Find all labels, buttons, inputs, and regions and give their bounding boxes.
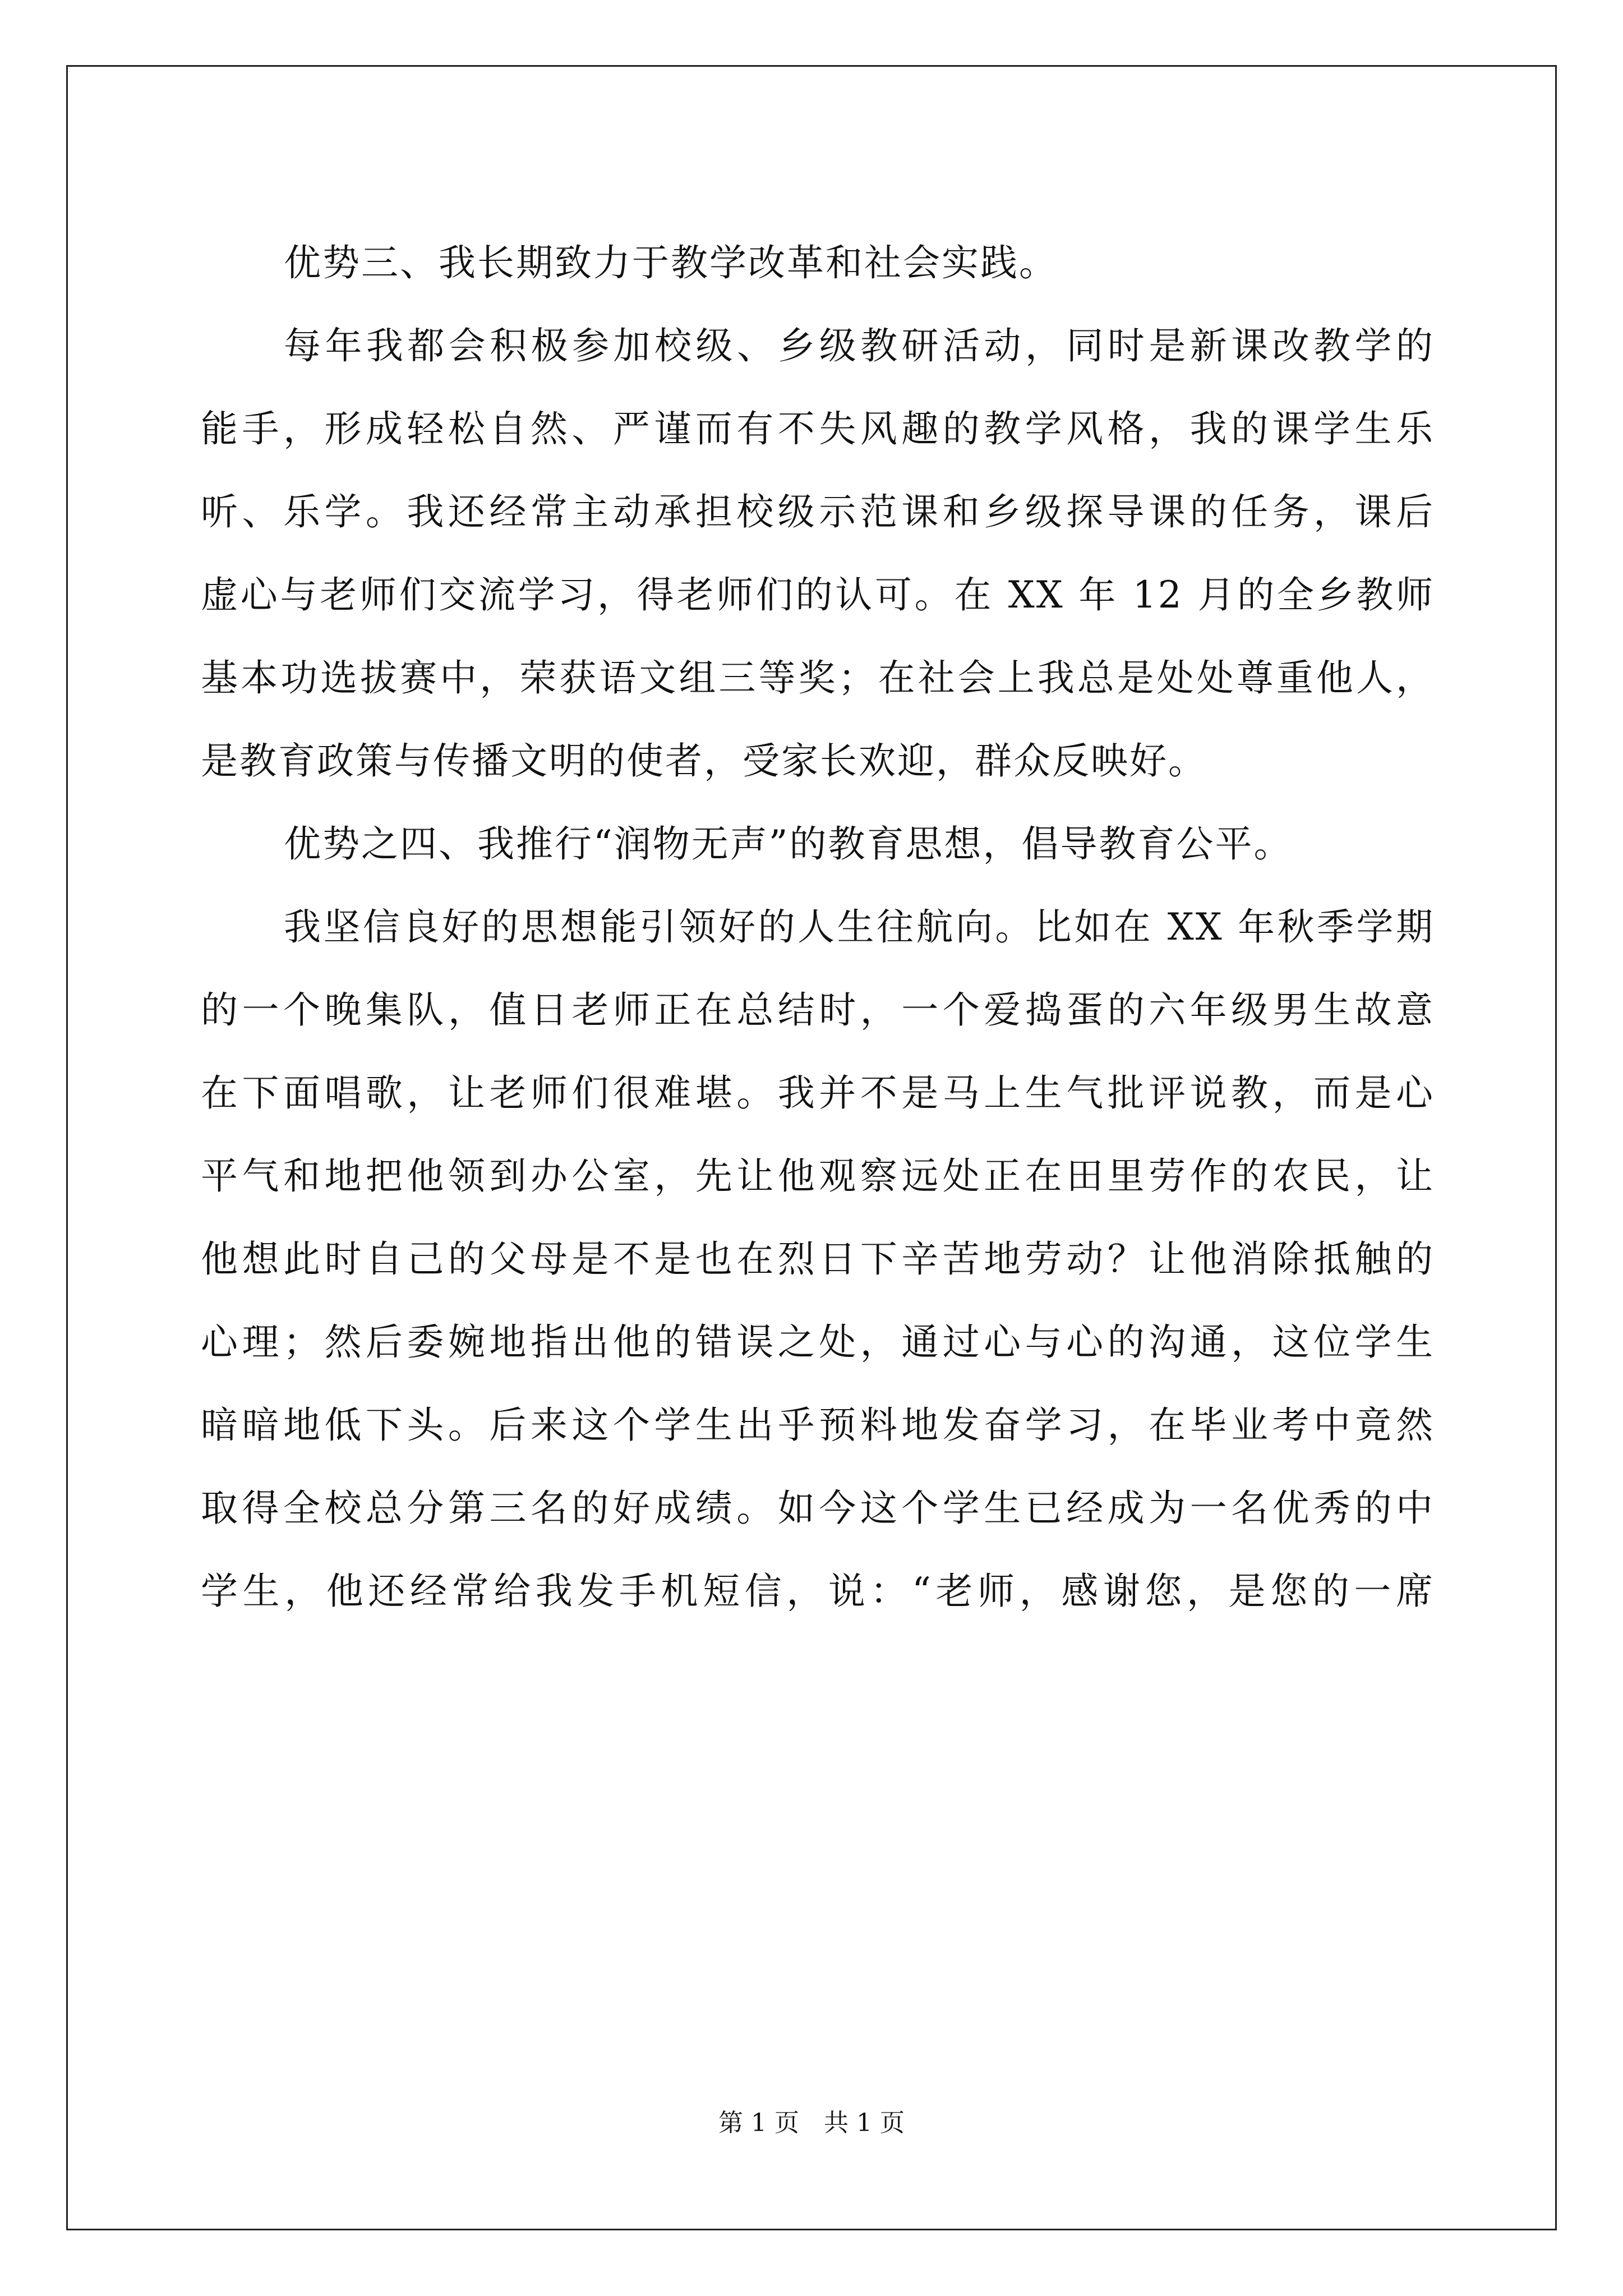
- document-body: [201, 222, 1435, 1633]
- text-line: 基本功选拔赛中，荣获语文组三等奖；在社会上我总是处处尊重他人，: [201, 656, 1435, 700]
- text-line: 他想此时自己的父母是不是也在烈日下辛苦地劳动？让他消除抵触的: [201, 1237, 1435, 1281]
- text-line: 每年我都会积极参加校级、乡级教研活动，同时是新课改教学的: [284, 324, 1435, 367]
- text-line: 虚心与老师们交流学习，得老师们的认可。在 XX 年 12 月的全乡教师: [201, 573, 1435, 616]
- text-line: 的一个晚集队，值日老师正在总结时，一个爱捣蛋的六年级男生故意: [201, 988, 1435, 1032]
- text-line: 暗暗地低下头。后来这个学生出乎预料地发奋学习，在毕业考中竟然: [201, 1404, 1435, 1447]
- text-line: 优势三、我长期致力于教学改革和社会实践。: [284, 241, 1058, 284]
- text-line: 听、乐学。我还经常主动承担校级示范课和乡级探导课的任务，课后: [201, 490, 1435, 533]
- text-line: 取得全校总分第三名的好成绩。如今这个学生已经成为一名优秀的中: [201, 1487, 1435, 1530]
- text-line: 学生，他还经常给我发手机短信，说：“老师，感谢您，是您的一席: [201, 1570, 1435, 1613]
- text-line: 心理；然后委婉地指出他的错误之处，通过心与心的沟通，这位学生: [201, 1320, 1435, 1364]
- text-line: 优势之四、我推行“润物无声”的教育思想，倡导教育公平。: [284, 822, 1293, 866]
- text-line: 我坚信良好的思想能引领好的人生往航向。比如在 XX 年秋季学期: [284, 905, 1435, 949]
- page-footer: 第 1 页 共 1 页: [718, 2109, 905, 2137]
- text-line: 是教育政策与传播文明的使者，受家长欢迎，群众反映好。: [201, 739, 1207, 783]
- text-line: 在下面唱歌，让老师们很难堪。我并不是马上生气批评说教，而是心: [201, 1071, 1435, 1115]
- text-line: 能手，形成轻松自然、严谨而有不失风趣的教学风格，我的课学生乐: [201, 407, 1435, 450]
- text-line: 平气和地把他领到办公室，先让他观察远处正在田里劳作的农民，让: [201, 1154, 1435, 1198]
